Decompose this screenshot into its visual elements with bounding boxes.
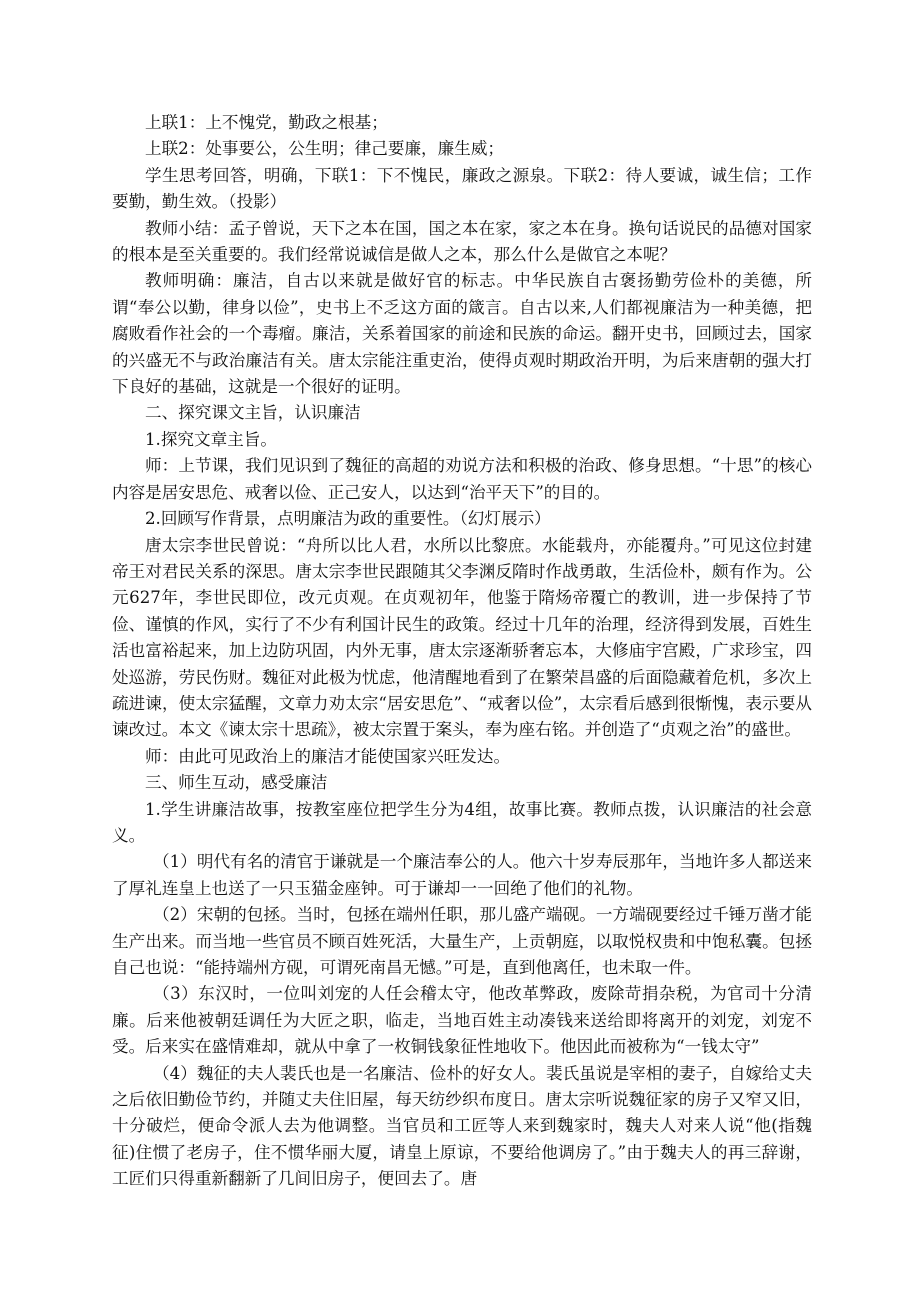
section-heading-3: 三、师生互动，感受廉洁 [145, 773, 328, 793]
couplet-upper-1: 上联1：上不愧党，勤政之根基； [145, 113, 388, 132]
section-heading-2: 二、探究课文主旨，认识廉洁 [145, 403, 361, 423]
story-2-paragraph: （2）宋朝的包拯。当时，包拯在端州任职，那儿盛产端砚。一方端砚要经过千锤万凿才能生产出来。而当地一些官员不顾百姓死活，大量生产，上贡朝庭，以取悦权贵和中饱私囊。包拯自己也说：“能持端州方砚，可谓死南昌无憾。”可是，直到他离任，也未取一件。 [112, 905, 812, 977]
teacher-clarification-paragraph: 教师明确：廉洁，自古以来就是做好官的标志。中华民族自古褒扬勤劳俭朴的美德，所谓“奉公以勤，律身以俭”，史书上不乏这方面的箴言。自古以来,人们都视廉洁为一种美德，把腐败看作社会的一个毒瘤。廉洁，关系着国家的前途和民族的命运。翻开史书，回顾过去，国家的兴盛无不与政治廉洁有关。唐太宗能注重吏治，使得贞观时期政治开明，为后来唐朝的强大打下良好的基础，这就是一个很好的证明。 [112, 271, 812, 397]
story-activity-paragraph: 1.学生讲廉洁故事，按教室座位把学生分为4组，故事比赛。教师点拨，认识廉洁的社会意义。 [112, 799, 812, 845]
couplet-upper-2: 上联2：处事要公，公生明；律己要廉，廉生威； [145, 139, 505, 159]
story-3-paragraph: （3）东汉时，一位叫刘宠的人任会稽太守，他改革弊政，废除苛捐杂税，为官司十分清廉。后来他被朝廷调任为大匠之职，临走，当地百姓主动凑钱来送给即将离开的刘宠，刘宠不受。后来实在盛情难却，就从中拿了一枚铜钱象征性地收下。他因此而被称为“一钱太守” [112, 984, 812, 1057]
teacher-summary-paragraph: 教师小结：孟子曾说，天下之本在国，国之本在家，家之本在身。换句话说民的品德对国家的根本是至关重要的。我们经常说诚信是做人之本，那么什么是做官之本呢？ [112, 218, 812, 265]
subheading-explore-theme: 1.探究文章主旨。 [145, 429, 277, 449]
teacher-conclusion-paragraph: 师：由此可见政治上的廉洁才能使国家兴旺发达。 [145, 746, 511, 766]
story-1-paragraph: （1）明代有名的清官于谦就是一个廉洁奉公的人。他六十岁寿辰那年，当地许多人都送来了厚礼连皇上也送了一只玉猫金座钟。可于谦却一一回绝了他们的礼物。 [112, 852, 812, 898]
subheading-background: 2.回顾写作背景，点明廉洁为政的重要性。（幻灯展示） [145, 509, 551, 529]
background-paragraph: 唐太宗李世民曾说：“舟所以比人君，水所以比黎庶。水能载舟，亦能覆舟。”可见这位封建帝王对君民关系的深思。唐太宗李世民跟随其父李渊反隋时作战勇敢，生活俭朴，颇有作为。公元627年，李世民即位，改元贞观。在贞观初年，他鉴于隋炀帝覆亡的教训，进一步保持了节俭、谨慎的作风，实行了不少有利国计民生的政策。经过十几年的治理，经济得到发展，百姓生活也富裕起来，加上边防巩固，内外无事，唐太宗逐渐骄奢忘本，大修庙宇宫殿，广求珍宝，四处巡游，劳民伤财。魏征对此极为忧虑，他清醒地看到了在繁荣昌盛的后面隐藏着危机，多次上疏进谏，使太宗猛醒，文章力劝太宗“居安思危”、“戒奢以俭”，太宗看后感到很惭愧，表示要从谏改过。本文《谏太宗十思疏》，被太宗置于案头，奉为座右铭。并创造了“贞观之治”的盛世。 [112, 535, 812, 740]
document-page [112, 110, 812, 1193]
story-4-paragraph: （4）魏征的夫人裴氏也是一名廉洁、俭朴的好女人。裴氏虽说是宰相的妻子，自嫁给丈夫之后依旧勤俭节约，并随丈夫住旧屋，每天纺纱织布度日。唐太宗听说魏征家的房子又窄又旧，十分破烂，便命令派人去为他调整。当官员和工匠等人来到魏家时，魏夫人对来人说“他(指魏征)住惯了老房子，住不惯华丽大厦，请皇上原谅，不要给他调房了。”由于魏夫人的再三辞谢，工匠们只得重新翻新了几间旧房子，便回去了。唐 [112, 1063, 812, 1189]
student-answer-paragraph: 学生思考回答，明确，下联1：下不愧民，廉政之源泉。下联2：待人要诚，诚生信；工作要勤，勤生效。（投影） [112, 165, 812, 212]
teacher-review-paragraph: 师：上节课，我们见识到了魏征的高超的劝说方法和积极的治政、修身思想。“十思”的核心内容是居安思危、戒奢以俭、正己安人，以达到“治平天下”的目的。 [112, 456, 812, 502]
